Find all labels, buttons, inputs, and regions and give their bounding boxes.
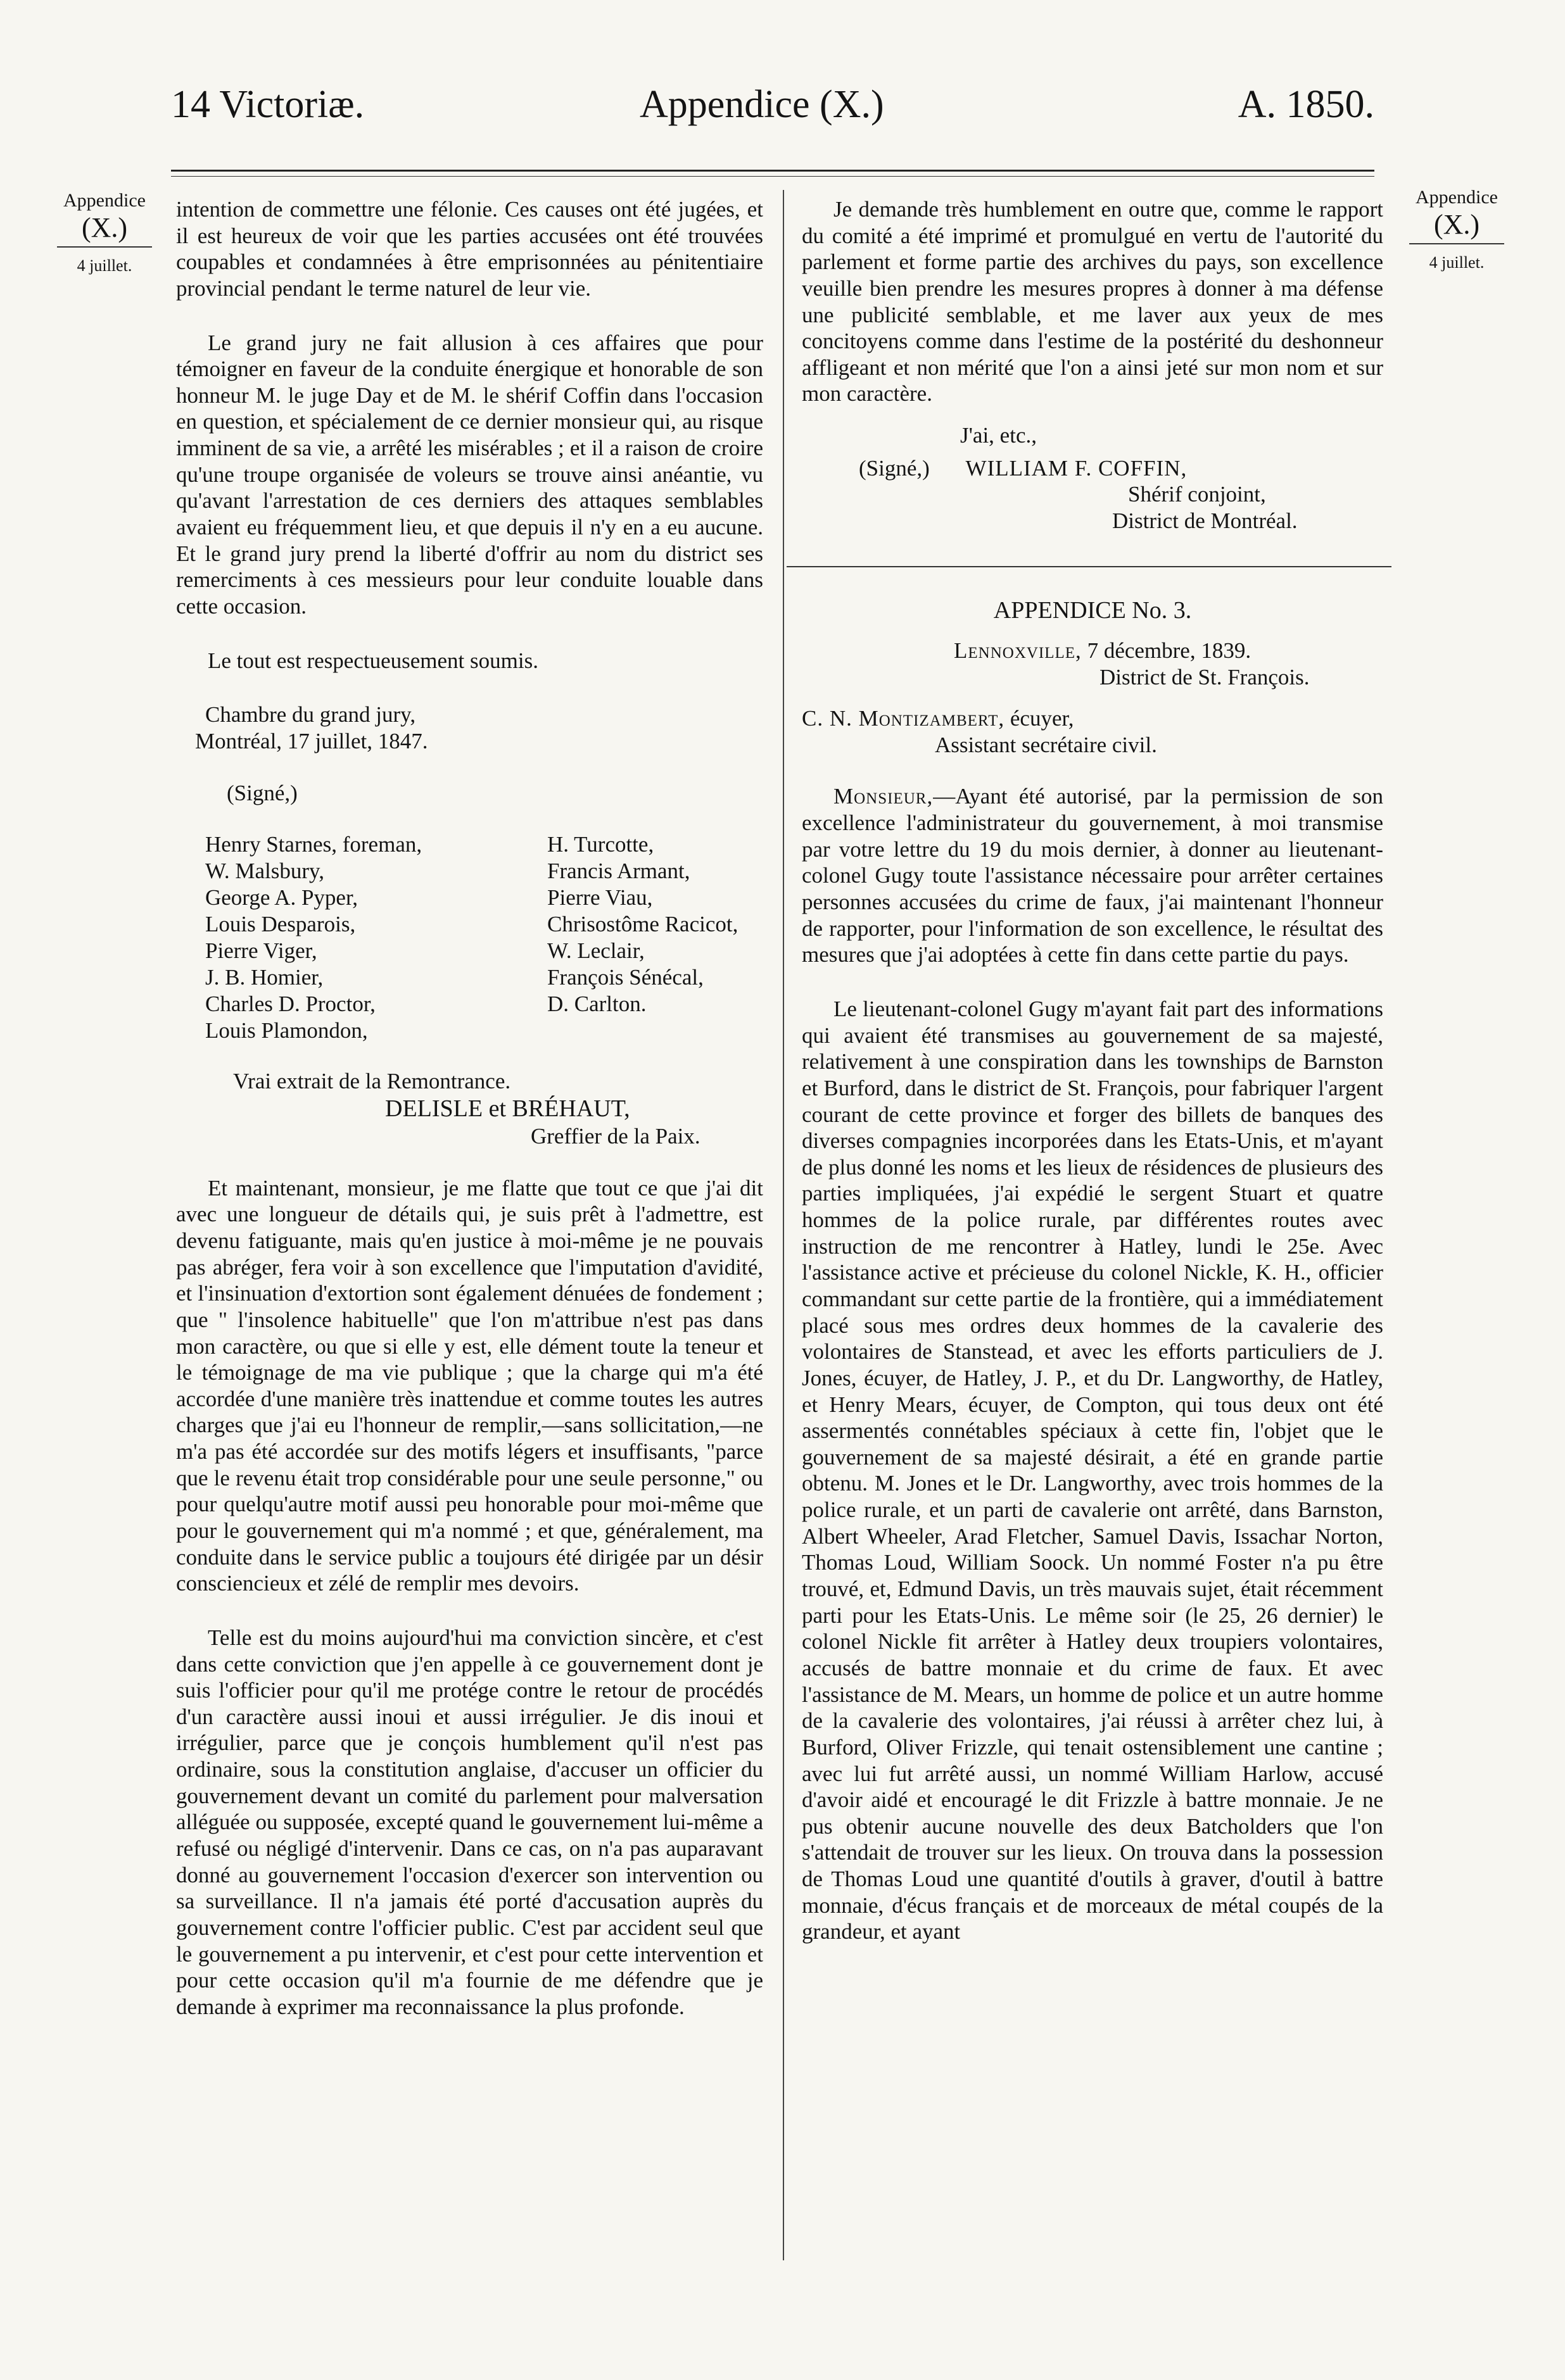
juror-name: Chrisostôme Racicot, — [547, 912, 738, 937]
juror-name: J. B. Homier, — [205, 965, 324, 990]
signer-role: Shérif conjoint, — [1128, 482, 1266, 507]
header-session: 14 Victoriæ. — [171, 83, 365, 126]
juror-name: Charles D. Proctor, — [205, 992, 376, 1017]
extract-label: Vrai extrait de la Remontrance. — [233, 1069, 511, 1094]
addressee-name: C. N. Montizambert, — [802, 706, 1005, 731]
paragraph: Je demande très humblement en outre que, comme le rapport du comité a été imprimé et promulgué en vertu de l'autorité du parlement et forme partie des archives du pays, son excellence veuille bien prendre les mesures propres à donner à ma défense une publicité semblable, et me laver aux yeux de mes concitoyens comme dans l'estime de la postérité du deshonneur affligeant et non mérité que l'on a ainsi jeté sur mon nom et sur mon caractère. — [802, 197, 1383, 406]
column-divider — [783, 190, 784, 2260]
extract-certification — [176, 1068, 763, 1150]
letter-place: Lennoxville, — [954, 638, 1082, 663]
signed-label: (Signé,) — [227, 780, 298, 805]
margin-code: (X.) — [1433, 208, 1480, 240]
coffin-signature — [802, 422, 1383, 534]
left-column — [176, 196, 763, 2048]
signature-line — [802, 455, 1383, 482]
header-year: A. 1850. — [1238, 83, 1374, 126]
paragraph: Le lieutenant-colonel Gugy m'ayant fait part des informations qui avaient été transmises au gouvernement de sa majesté, relativement à une conspiration dans les townships de Barnston et Burford, dans le district de St. François, pour fabriquer l'argent courant de cette province et forger des billets de banques des diverses compagnies incorporées dans les Etats-Unis, et m'ayant de plus donné les noms et les lieux de résidences de plusieurs des parties impliquées, j'ai expédié le sergent Stuart et quatre hommes de la police rurale, par différentes routes avec instruction de me rencontrer à Hatley, lundi le 25e. Avec l'assistance active et précieuse du colonel Nickle, K. H., officier commandant sur cette partie de la frontière, qui a immédiatement placé sous mes ordres deux hommes de la cavalerie des volontaires de Stanstead, et avec les efforts particuliers de J. Jones, écuyer, de Hatley, J. P., et du Dr. Langworthy, de Hatley, et Henry Mears, écuyer, de Compton, qui tous deux ont été assermentés connétables spéciaux à cette fin, l'objet que le gouvernement de sa majesté désirait, a été en grande partie obtenu. M. Jones et le Dr. Langworthy, avec trois hommes de la police rurale, et un parti de cavalerie ont arrêté, dans Barnston, Albert Wheeler, Arad Fletcher, Samuel Davis, Issachar Norton, Thomas Loud, William Soock. Un nommé Foster n'a pu être trouvé, et, Edmund Davis, un très mauvais sujet, était récemment parti pour les Etats-Unis. Le même soir (le 25, 26 dernier) le colonel Nickle fit arrêter à Hatley deux troupiers volontaires, accusés de battre monnaie et du crime de faux. Et avec l'assistance de M. Mears, un homme de police et un autre homme de la cavalerie des volontaires, j'ai réussi à arrêter chez lui, à Burford, Oliver Frizzle, qui tenait ostensiblement une cantine ; avec lui fut arrêté aussi, un nommé William Harlow, accusé d'avoir aidé et encouragé le dit Frizzle à battre monnaie. Je ne pus obtenir aucune nouvelle des deux Batcholders que l'on s'attendait de trouver sur les lieux. On trouva dans la possession de Thomas Loud une quantité d'outils à graver, d'outil à battre monnaie, d'écus français et de morceaux de métal coupés de la grandeur, et ayant — [802, 996, 1383, 1944]
signed-label-block — [176, 780, 763, 807]
signed-label: (Signé,) — [859, 455, 930, 481]
appendix-title: APPENDICE No. 3. — [993, 596, 1192, 624]
paragraph: —Ayant été autorisé, par la permission de son excellence l'administrateur du gouvernement, à moi transmise par votre lettre du 19 du mois dernier, à donner au lieutenant-colonel Gugy toute l'assistance nécessaire pour arrêter certaines personnes accusées du crime de faux, j'ai maintenant l'honneur de rapporter, pour l'information de son excellence, le résultat des mesures que j'ai adoptées à cette fin dans cette partie du pays. — [802, 784, 1383, 967]
header-appendix: Appendice (X.) — [640, 83, 884, 126]
juror-name: Louis Plamondon, — [205, 1018, 368, 1043]
clerk-role: Greffier de la Paix. — [531, 1124, 700, 1149]
section-rule — [787, 566, 1391, 567]
juror-name: George A. Pyper, — [205, 885, 358, 910]
jury-names — [176, 831, 763, 1044]
names-column-right — [547, 831, 763, 1044]
margin-code: (X.) — [81, 211, 128, 243]
margin-rule — [57, 246, 152, 248]
paragraph: Telle est du moins aujourd'hui ma conviction sincère, et c'est dans cette conviction que j'en appelle à ce gouvernement dont je suis l'officier pour qu'il me protége contre le retour de procédés d'un caractère aussi inoui et aussi irrégulier. Je dis inoui et irrégulier, parce que je conçois humblement qu'il n'est pas ordinaire, sous la constitution anglaise, d'accuser un officier du gouvernement devant un comité du parlement pour malversation alléguée ou supposée, excepté quand le gouvernement lui-même a refusé ou négligé d'intervenir. Dans ce cas, on n'a pas auparavant donné au gouvernement l'occasion d'exercer son intervention ou sa surveillance. Il n'a jamais été porté d'accusation auprès du gouvernement contre l'officier public. C'est par accident seul que le gouvernement a pu intervenir, et c'est pour cette intervention et pour cette occasion qu'il m'a fournie de me défendre que je demande à exprimer ma reconnaissance la plus profonde. — [176, 1625, 763, 2019]
margin-rule — [1409, 243, 1504, 244]
addressee-role: Assistant secrétaire civil. — [935, 732, 1157, 757]
juror-name: H. Turcotte, — [547, 832, 654, 857]
juror-name: Louis Desparois, — [205, 912, 356, 937]
jury-chamber: Chambre du grand jury, — [205, 702, 416, 727]
juror-name: Pierre Viger, — [205, 938, 317, 964]
page-header — [171, 82, 1374, 133]
juror-name: W. Leclair, — [547, 938, 645, 964]
juror-name: François Sénécal, — [547, 965, 704, 990]
closing: J'ai, etc., — [960, 423, 1037, 448]
names-column-left — [176, 831, 547, 1044]
signer-district: District de Montréal. — [1112, 508, 1298, 534]
clerk-name: DELISLE et BRÉHAUT, — [385, 1095, 630, 1122]
paragraph: Le tout est respectueusement soumis. — [208, 648, 538, 673]
left-margin-note — [44, 190, 165, 275]
signer-name: WILLIAM F. COFFIN, — [965, 455, 1188, 481]
right-column — [802, 196, 1383, 1973]
margin-label: Appendice — [63, 190, 146, 211]
margin-date: 4 juillet. — [1429, 253, 1485, 272]
letter-district: District de St. François. — [1099, 664, 1310, 689]
jury-date: Montréal, 17 juillet, 1847. — [195, 728, 428, 753]
paragraph: Et maintenant, monsieur, je me flatte que tout ce que j'ai dit avec une longueur de détails qui, je suis prêt à l'admettre, est devenu fatiguante, mais qu'en justice à moi-même je ne pouvais pas abréger, fera voir à son excellence que l'imputation d'avidité, et l'insinuation d'extortion sont également dénuées de fondement ; que " l'insolence habituelle" que l'on m'attribue n'est pas dans mon caractère, ou que si elle y est, elle dément toute la teneur et le témoignage de ma vie publique ; que la charge qui m'a été accordée d'une manière très inattendue et comme toutes les autres charges que j'ai eu l'honneur de remplir,—sans sollicitation,—ne m'a pas été accordée sur des motifs légers et insuffisants, "parce que le revenu était trop considérable pour une seule personne," ou pour quelqu'autre motif aussi peu honorable pour moi-même que pour le gouvernement qui m'a nommé ; et que, généralement, ma conduite dans le service public a toujours été dirigée par un désir consciencieux et zélé de remplir mes devoirs. — [176, 1175, 763, 1596]
juror-name: Francis Armant, — [547, 859, 690, 884]
margin-date: 4 juillet. — [77, 256, 132, 275]
right-margin-note — [1397, 187, 1517, 272]
letter-dateline — [802, 638, 1383, 664]
paragraph: Le grand jury ne fait allusion à ces affaires que pour témoigner en faveur de la conduite énergique et honorable de son honneur M. le juge Day et de M. le shérif Coffin dans l'occasion en question, et spécialement de ce dernier monsieur qui, au risque imminent de sa vie, a arrêté les misérables ; et il a raison de croire qu'une troupe organisée de voleurs se trouve ainsi anéantie, vu qu'avant l'arrestation de ces derniers des attaques semblables avaient eu fréquemment lieu, et que depuis il n'y en a eu aucune. Et le grand jury prend la liberté d'offrir au nom du district ses remerciments à ces messieurs pour leur conduite louable dans cette occasion. — [176, 330, 763, 619]
paragraph: intention de commettre une félonie. Ces causes ont été jugées, et il est heureux de voir que les parties accusées ont été trouvées coupables et condamnées à être emprisonnées au pénitentiaire provincial pendant le terme naturel de leur vie. — [176, 197, 763, 301]
juror-name: D. Carlton. — [547, 992, 647, 1017]
salutation: Monsieur, — [833, 784, 934, 809]
jury-dateline — [176, 702, 763, 754]
paragraph-with-salutation — [802, 783, 1383, 967]
margin-label: Appendice — [1416, 187, 1498, 208]
header-rule-thin — [171, 176, 1374, 177]
header-rule — [171, 170, 1374, 172]
juror-name: Henry Starnes, foreman, — [205, 832, 422, 857]
addressee-line — [802, 705, 1383, 732]
juror-name: W. Malsbury, — [205, 859, 324, 884]
juror-name: Pierre Viau, — [547, 885, 653, 910]
addressee-title: écuyer, — [1010, 706, 1074, 731]
letter-date: 7 décembre, 1839. — [1087, 638, 1251, 663]
